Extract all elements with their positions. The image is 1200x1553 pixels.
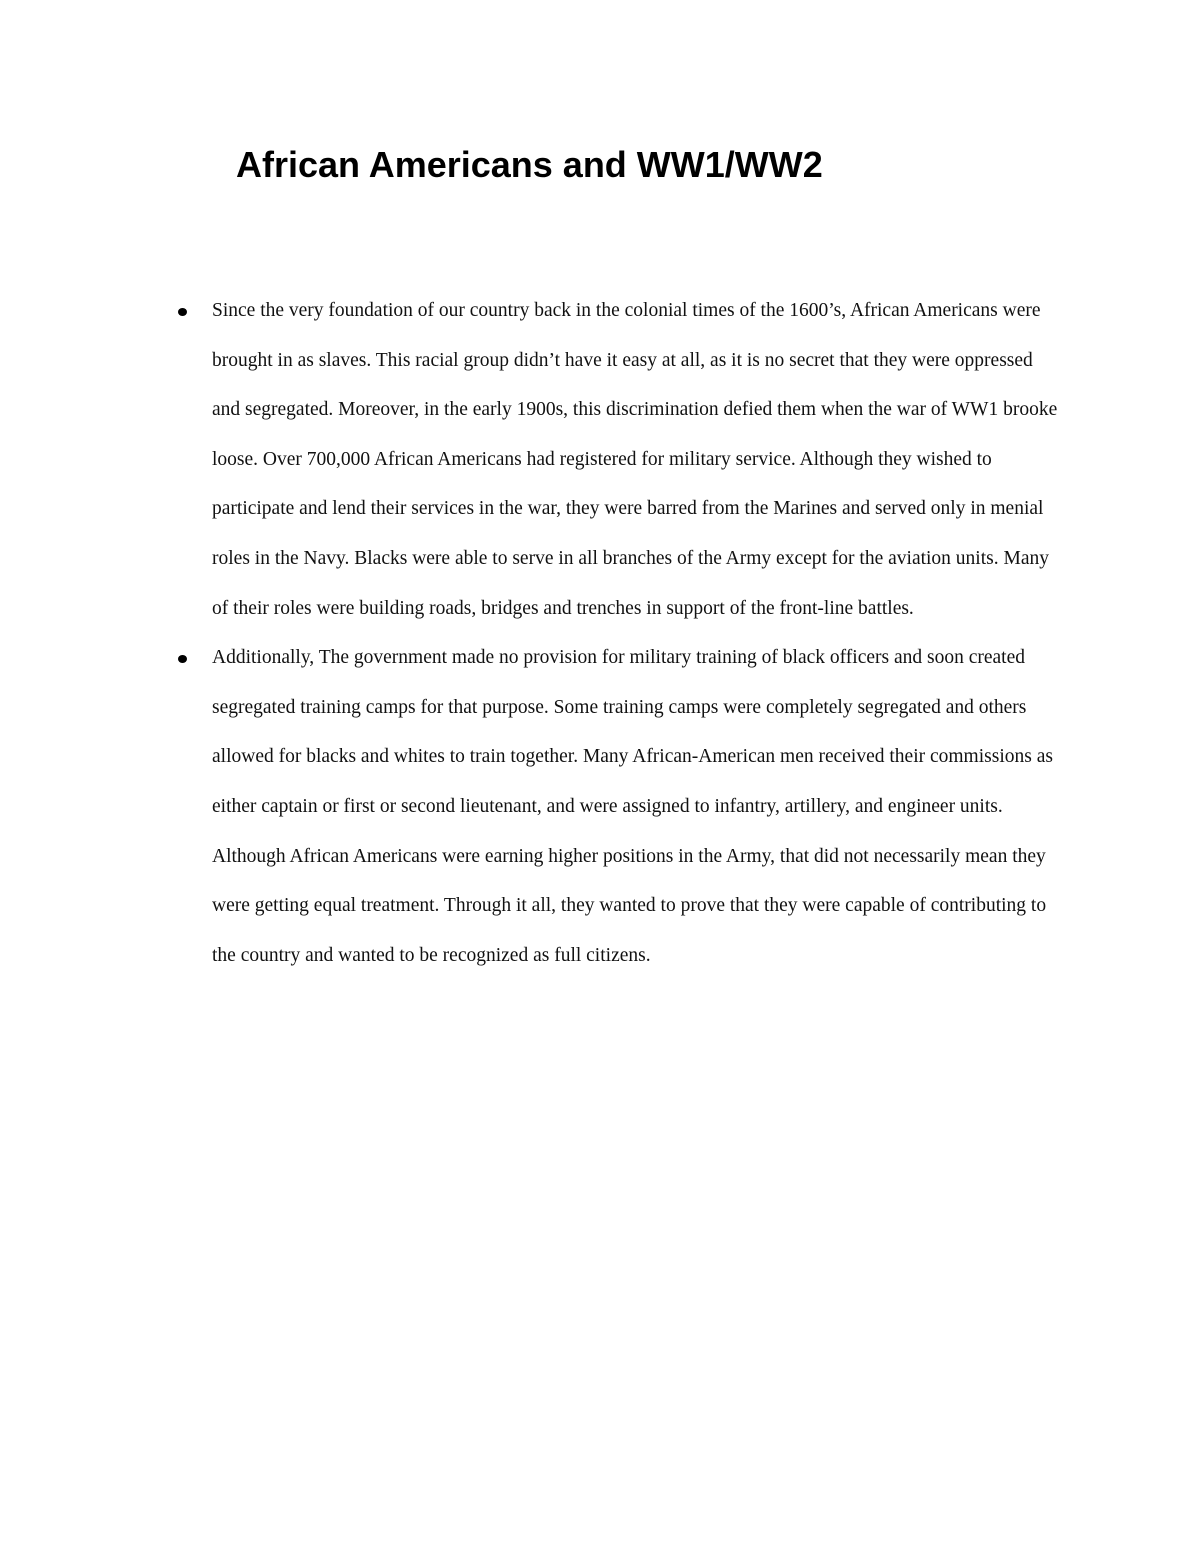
document-title: African Americans and WW1/WW2	[236, 144, 823, 185]
bullet-point-icon	[178, 655, 187, 663]
list-item	[0, 286, 1060, 633]
paragraph-text: Since the very foundation of our country back in the colonial times of the 1600’s, African Americans were brought in as slaves. This racial group didn’t have it easy at all, as it is no secret that they were oppressed and segregated. Moreover, in the early 1900s, this discrimination defied them when the war of WW1 brooke loose. Over 700,000 African Americans had registered for military service. Although they wished to participate and lend their services in the war, they were barred from the Marines and served only in menial roles in the Navy. Blacks were able to serve in all branches of the Army except for the aviation units. Many of their roles were building roads, bridges and trenches in support of the front-line battles.	[212, 300, 1058, 619]
paragraph-text: Additionally, The government made no provision for military training of black officers and soon created segregated training camps for that purpose. Some training camps were completely segregated and others allowed for blacks and whites to train together. Many African-American men received their commissions as either captain or first or second lieutenant, and were assigned to infantry, artillery, and engineer units. Although African Americans were earning higher positions in the Army, that did not necessarily mean they were getting equal treatment. Through it all, they wanted to prove that they were capable of contributing to the country and wanted to be recognized as full citizens.	[212, 647, 1053, 966]
bullet-point-icon	[178, 308, 187, 316]
list-item	[0, 633, 1060, 980]
bullet-list	[0, 286, 1200, 980]
